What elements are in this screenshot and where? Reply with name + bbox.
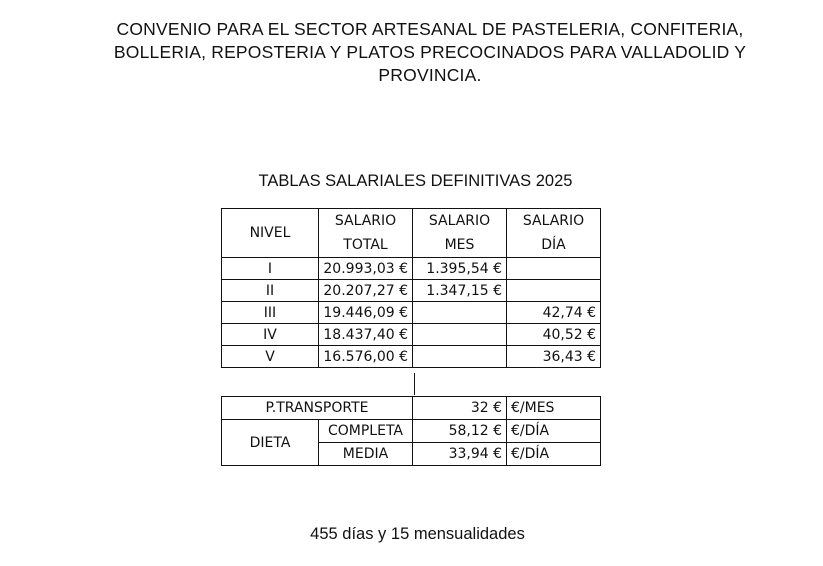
cell-salario-total: 16.576,00 € [319, 346, 413, 368]
cell-salario-dia: 42,74 € [507, 302, 601, 324]
salary-table [221, 208, 601, 368]
cell-nivel: I [222, 258, 319, 280]
cell-salario-dia [507, 258, 601, 280]
header-salario-dia [507, 209, 601, 258]
dieta-completa-label: COMPLETA [319, 420, 413, 443]
header-salario-mes-line2: MES [444, 237, 475, 253]
header-salario-dia-line2: DÍA [541, 237, 566, 253]
transporte-value: 32 € [413, 397, 507, 420]
cell-salario-dia [507, 280, 601, 302]
document-heading [100, 18, 760, 87]
header-nivel: NIVEL [222, 209, 319, 258]
transporte-unit: €/MES [507, 397, 601, 420]
header-salario-total-line1: SALARIO [334, 213, 397, 229]
cell-salario-total: 20.993,03 € [319, 258, 413, 280]
dieta-media-unit: €/DÍA [507, 443, 601, 466]
header-salario-dia-line1: SALARIO [522, 213, 585, 229]
cell-salario-mes: 1.395,54 € [413, 258, 507, 280]
table-row [222, 397, 601, 420]
cell-salario-mes [413, 302, 507, 324]
table-row [222, 302, 601, 324]
table-row [222, 258, 601, 280]
heading-line-2: BOLLERIA, REPOSTERIA Y PLATOS PRECOCINADOS PARA VALLADOLID Y [113, 42, 747, 62]
cell-nivel: IV [222, 324, 319, 346]
cell-salario-mes [413, 346, 507, 368]
header-salario-total [319, 209, 413, 258]
footer-note: 455 días y 15 mensualidades [310, 525, 525, 543]
cell-nivel: III [222, 302, 319, 324]
cell-nivel: II [222, 280, 319, 302]
header-salario-mes [413, 209, 507, 258]
cell-salario-mes: 1.347,15 € [413, 280, 507, 302]
cell-salario-total: 19.446,09 € [319, 302, 413, 324]
table-row [222, 324, 601, 346]
table-title: TABLAS SALARIALES DEFINITIVAS 2025 [258, 172, 573, 190]
table-row [222, 280, 601, 302]
salary-header-row [222, 209, 601, 258]
table-row [222, 420, 601, 443]
dieta-label: DIETA [222, 420, 319, 466]
cell-nivel: V [222, 346, 319, 368]
header-salario-total-line2: TOTAL [343, 237, 388, 253]
heading-line-1: CONVENIO PARA EL SECTOR ARTESANAL DE PASTELERIA, CONFITERIA, [116, 19, 744, 39]
cell-salario-mes [413, 324, 507, 346]
dieta-media-value: 33,94 € [413, 443, 507, 466]
cell-salario-dia: 36,43 € [507, 346, 601, 368]
header-salario-mes-line1: SALARIO [428, 213, 491, 229]
heading-line-3: PROVINCIA. [378, 65, 482, 85]
cell-salario-total: 18.437,40 € [319, 324, 413, 346]
table-connector-line [414, 373, 415, 395]
cell-salario-dia: 40,52 € [507, 324, 601, 346]
extras-table [221, 396, 601, 466]
dieta-media-label: MEDIA [319, 443, 413, 466]
dieta-completa-value: 58,12 € [413, 420, 507, 443]
dieta-completa-unit: €/DÍA [507, 420, 601, 443]
cell-salario-total: 20.207,27 € [319, 280, 413, 302]
table-row [222, 346, 601, 368]
transporte-label: P.TRANSPORTE [222, 397, 413, 420]
